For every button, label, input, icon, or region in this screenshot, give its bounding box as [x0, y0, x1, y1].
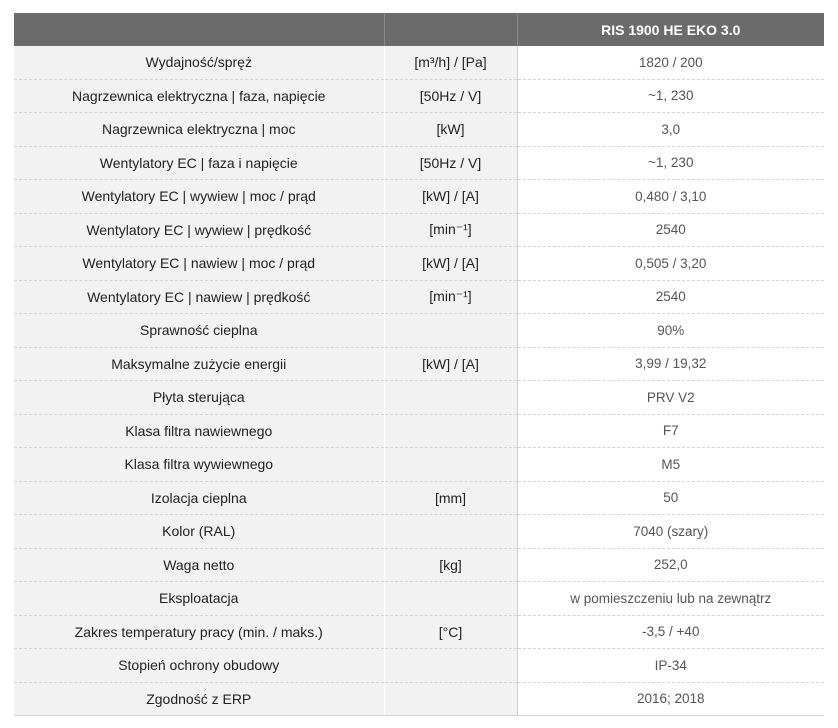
unit-cell: [kW]: [384, 113, 517, 147]
value-cell: -3,5 / +40: [517, 615, 824, 649]
value-cell: IP-34: [517, 649, 824, 683]
param-cell: Wentylatory EC | nawiew | moc / prąd: [14, 247, 384, 281]
value-cell: 90%: [517, 314, 824, 348]
unit-cell: [384, 448, 517, 482]
param-cell: Wydajność/spręż: [14, 46, 384, 79]
param-cell: Wentylatory EC | faza i napięcie: [14, 146, 384, 180]
value-cell: 50: [517, 481, 824, 515]
value-cell: 1820 / 200: [517, 46, 824, 79]
param-cell: Zgodność z ERP: [14, 682, 384, 716]
unit-cell: [50Hz / V]: [384, 79, 517, 113]
value-cell: M5: [517, 448, 824, 482]
header-row: [14, 13, 824, 46]
param-cell: Nagrzewnica elektryczna | faza, napięcie: [14, 79, 384, 113]
param-cell: Nagrzewnica elektryczna | moc: [14, 113, 384, 147]
unit-cell: [384, 314, 517, 348]
param-cell: Maksymalne zużycie energii: [14, 347, 384, 381]
value-cell: F7: [517, 414, 824, 448]
table-row: [14, 615, 824, 649]
value-cell: 7040 (szary): [517, 515, 824, 549]
table-row: [14, 448, 824, 482]
value-cell: w pomieszczeniu lub na zewnątrz: [517, 582, 824, 616]
value-cell: ~1, 230: [517, 146, 824, 180]
param-cell: Wentylatory EC | nawiew | prędkość: [14, 280, 384, 314]
param-cell: Klasa filtra nawiewnego: [14, 414, 384, 448]
table-row: [14, 682, 824, 716]
value-cell: 2016; 2018: [517, 682, 824, 716]
header-param-cell: [14, 13, 384, 46]
param-cell: Kolor (RAL): [14, 515, 384, 549]
table-row: [14, 649, 824, 683]
spec-table-container: [14, 13, 824, 716]
spec-table-header: [14, 13, 824, 46]
table-row: [14, 280, 824, 314]
unit-cell: [kW] / [A]: [384, 247, 517, 281]
unit-cell: [384, 381, 517, 415]
value-cell: ~1, 230: [517, 79, 824, 113]
unit-cell: [384, 682, 517, 716]
table-row: [14, 46, 824, 79]
table-row: [14, 213, 824, 247]
param-cell: Klasa filtra wywiewnego: [14, 448, 384, 482]
unit-cell: [kg]: [384, 548, 517, 582]
unit-cell: [kW] / [A]: [384, 347, 517, 381]
param-cell: Sprawność cieplna: [14, 314, 384, 348]
spec-table: [14, 13, 824, 716]
header-unit-cell: [384, 13, 517, 46]
table-row: [14, 247, 824, 281]
table-row: [14, 414, 824, 448]
table-row: [14, 180, 824, 214]
unit-cell: [°C]: [384, 615, 517, 649]
unit-cell: [50Hz / V]: [384, 146, 517, 180]
param-cell: Wentylatory EC | wywiew | prędkość: [14, 213, 384, 247]
param-cell: Wentylatory EC | wywiew | moc / prąd: [14, 180, 384, 214]
value-cell: 252,0: [517, 548, 824, 582]
value-cell: 0,505 / 3,20: [517, 247, 824, 281]
table-row: [14, 381, 824, 415]
unit-cell: [384, 515, 517, 549]
unit-cell: [384, 414, 517, 448]
table-row: [14, 481, 824, 515]
header-model-name: RIS 1900 HE EKO 3.0: [517, 13, 824, 46]
param-cell: Izolacja cieplna: [14, 481, 384, 515]
param-cell: Stopień ochrony obudowy: [14, 649, 384, 683]
table-row: [14, 79, 824, 113]
table-row: [14, 548, 824, 582]
unit-cell: [min⁻¹]: [384, 280, 517, 314]
table-row: [14, 347, 824, 381]
unit-cell: [kW] / [A]: [384, 180, 517, 214]
table-row: [14, 582, 824, 616]
unit-cell: [384, 582, 517, 616]
unit-cell: [m³/h] / [Pa]: [384, 46, 517, 79]
value-cell: 3,0: [517, 113, 824, 147]
spec-table-body: [14, 46, 824, 716]
value-cell: 3,99 / 19,32: [517, 347, 824, 381]
param-cell: Eksploatacja: [14, 582, 384, 616]
value-cell: 2540: [517, 280, 824, 314]
param-cell: Waga netto: [14, 548, 384, 582]
param-cell: Płyta sterująca: [14, 381, 384, 415]
value-cell: 0,480 / 3,10: [517, 180, 824, 214]
table-row: [14, 515, 824, 549]
unit-cell: [min⁻¹]: [384, 213, 517, 247]
table-row: [14, 146, 824, 180]
param-cell: Zakres temperatury pracy (min. / maks.): [14, 615, 384, 649]
value-cell: PRV V2: [517, 381, 824, 415]
value-cell: 2540: [517, 213, 824, 247]
unit-cell: [mm]: [384, 481, 517, 515]
table-row: [14, 314, 824, 348]
table-row: [14, 113, 824, 147]
unit-cell: [384, 649, 517, 683]
